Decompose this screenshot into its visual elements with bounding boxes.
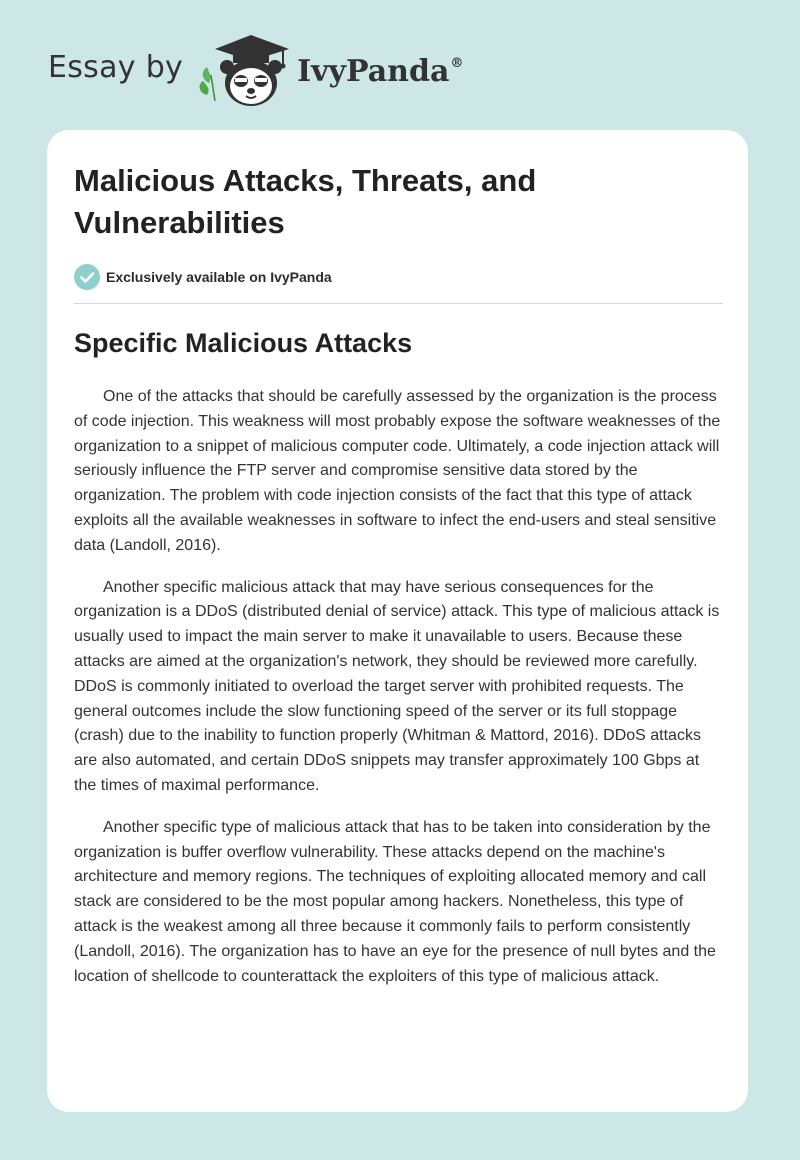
essay-title: Malicious Attacks, Threats, and Vulnerabilities [74,163,537,240]
exclusive-badge [74,264,332,290]
panda-face-icon [220,60,282,106]
registered-mark: ® [450,55,464,71]
exclusive-badge-label: Exclusively available on IvyPanda [106,269,332,285]
ivypanda-wordmark[interactable] [297,54,463,89]
ivypanda-panda-logo-icon[interactable] [197,31,293,109]
paragraph: Another specific malicious attack that may have serious consequences for the organization is a DDoS (distributed denial of service) attack. This type of malicious attack is usually used to impact the main server to make it unavailable to users. Because these attacks are aimed at the organization's network, they should be reviewed more carefully. DDoS is commonly initiated to overload the target server with prohibited requests. The general outcomes include the slow functioning speed of the server or its full stoppage (crash) due to the inability to function properly (Whitman & Mattord, 2016). DDoS attacks are also automated, and certain DDoS snippets may transfer approximately 100 Gbps at the times of maximal performance. [74,578,720,794]
divider [74,303,723,304]
brand-name-text: IvyPanda [297,53,450,89]
paragraph: One of the attacks that should be carefully assessed by the organization is the process of code injection. This weakness will most probably expose the software weaknesses of the organization to a snippet of malicious computer code. Ultimately, a code injection attack will seriously influence the FTP server and compromise sensitive data stored by the organization. The problem with code injection consists of the fact that this type of attack exploits all the available weaknesses in software to infect the end-users and steal sensitive data (Landoll, 2016). [74,388,721,554]
essay-by-label: Essay by [48,49,184,85]
ivy-leaf-icon [200,67,215,101]
essay-body [74,385,724,1006]
site-header [48,30,463,110]
check-circle-icon [74,264,100,290]
paragraph: Another specific type of malicious attack that has to be taken into consideration by the organization is buffer overflow vulnerability. These attacks depend on the machine's architecture and memory regions. The techniques of exploiting allocated memory and call stack are considered to be the most popular among hackers. Nonetheless, this type of attack is the weakest among all three because it commonly fails to perform consistently (Landoll, 2016). The organization has to have an eye for the presence of null bytes and the location of shellcode to counterattack the exploiters of this type of malicious attack. [74,818,716,985]
essay-card [47,130,748,1112]
section-heading: Specific Malicious Attacks [74,328,413,358]
